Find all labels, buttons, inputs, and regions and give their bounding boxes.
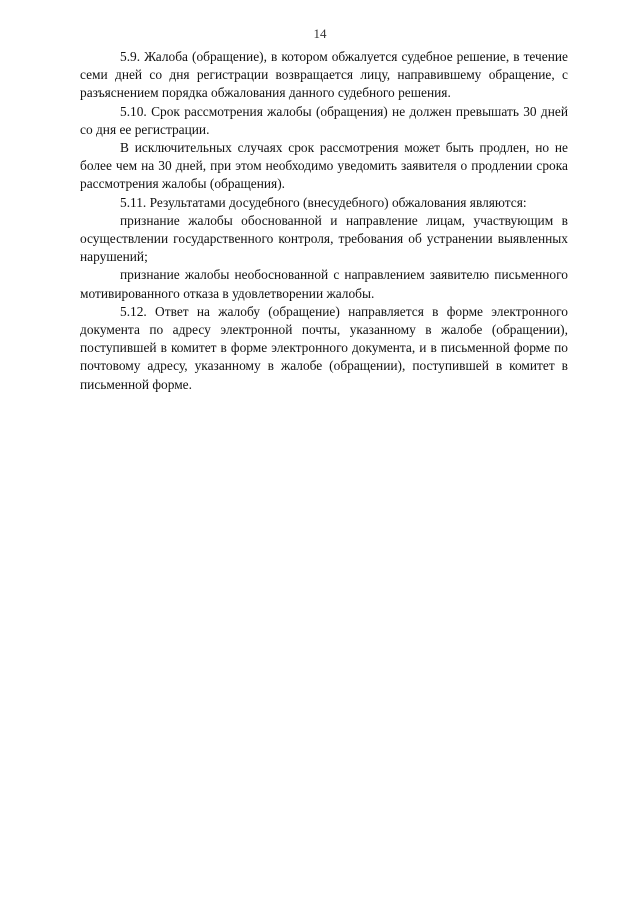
- document-body: [80, 48, 568, 394]
- paragraph-unjustified-complaint: признание жалобы необоснованной с направлением заявителю письменного мотивированного отказа в удовлетворении жалобы.: [80, 267, 568, 301]
- paragraph-5-11: 5.11. Результатами досудебного (внесудебного) обжалования являются:: [120, 194, 527, 210]
- paragraph-5-12: 5.12. Ответ на жалобу (обращение) направляется в форме электронного документа по адресу электронной почты, указанному в жалобе (обращении), поступившей в комитет в форме электронного документа, и в письменной форме по почтовому адресу, указанному в жалобе (обращении), поступившей в комитет в письменной форме.: [80, 303, 568, 392]
- page-number: 14: [313, 26, 327, 41]
- paragraph-justified-complaint: признание жалобы обоснованной и направление лицам, участвующим в осуществлении государственного контроля, требования об устранении выявленных нарушений;: [80, 212, 568, 265]
- paragraph-extension: В исключительных случаях срок рассмотрения может быть продлен, но не более чем на 30 дней, при этом необходимо уведомить заявителя о продлении срока рассмотрения жалобы (обращения).: [80, 140, 568, 192]
- paragraph-5-9: 5.9. Жалоба (обращение), в котором обжалуется судебное решение, в течение семи дней со дня регистрации возвращается лицу, направившему обращение, с разъяснением порядка обжалования данного судебного решения.: [80, 49, 568, 101]
- paragraph-5-10: 5.10. Срок рассмотрения жалобы (обращения) не должен превышать 30 дней со дня ее регистрации.: [80, 103, 568, 137]
